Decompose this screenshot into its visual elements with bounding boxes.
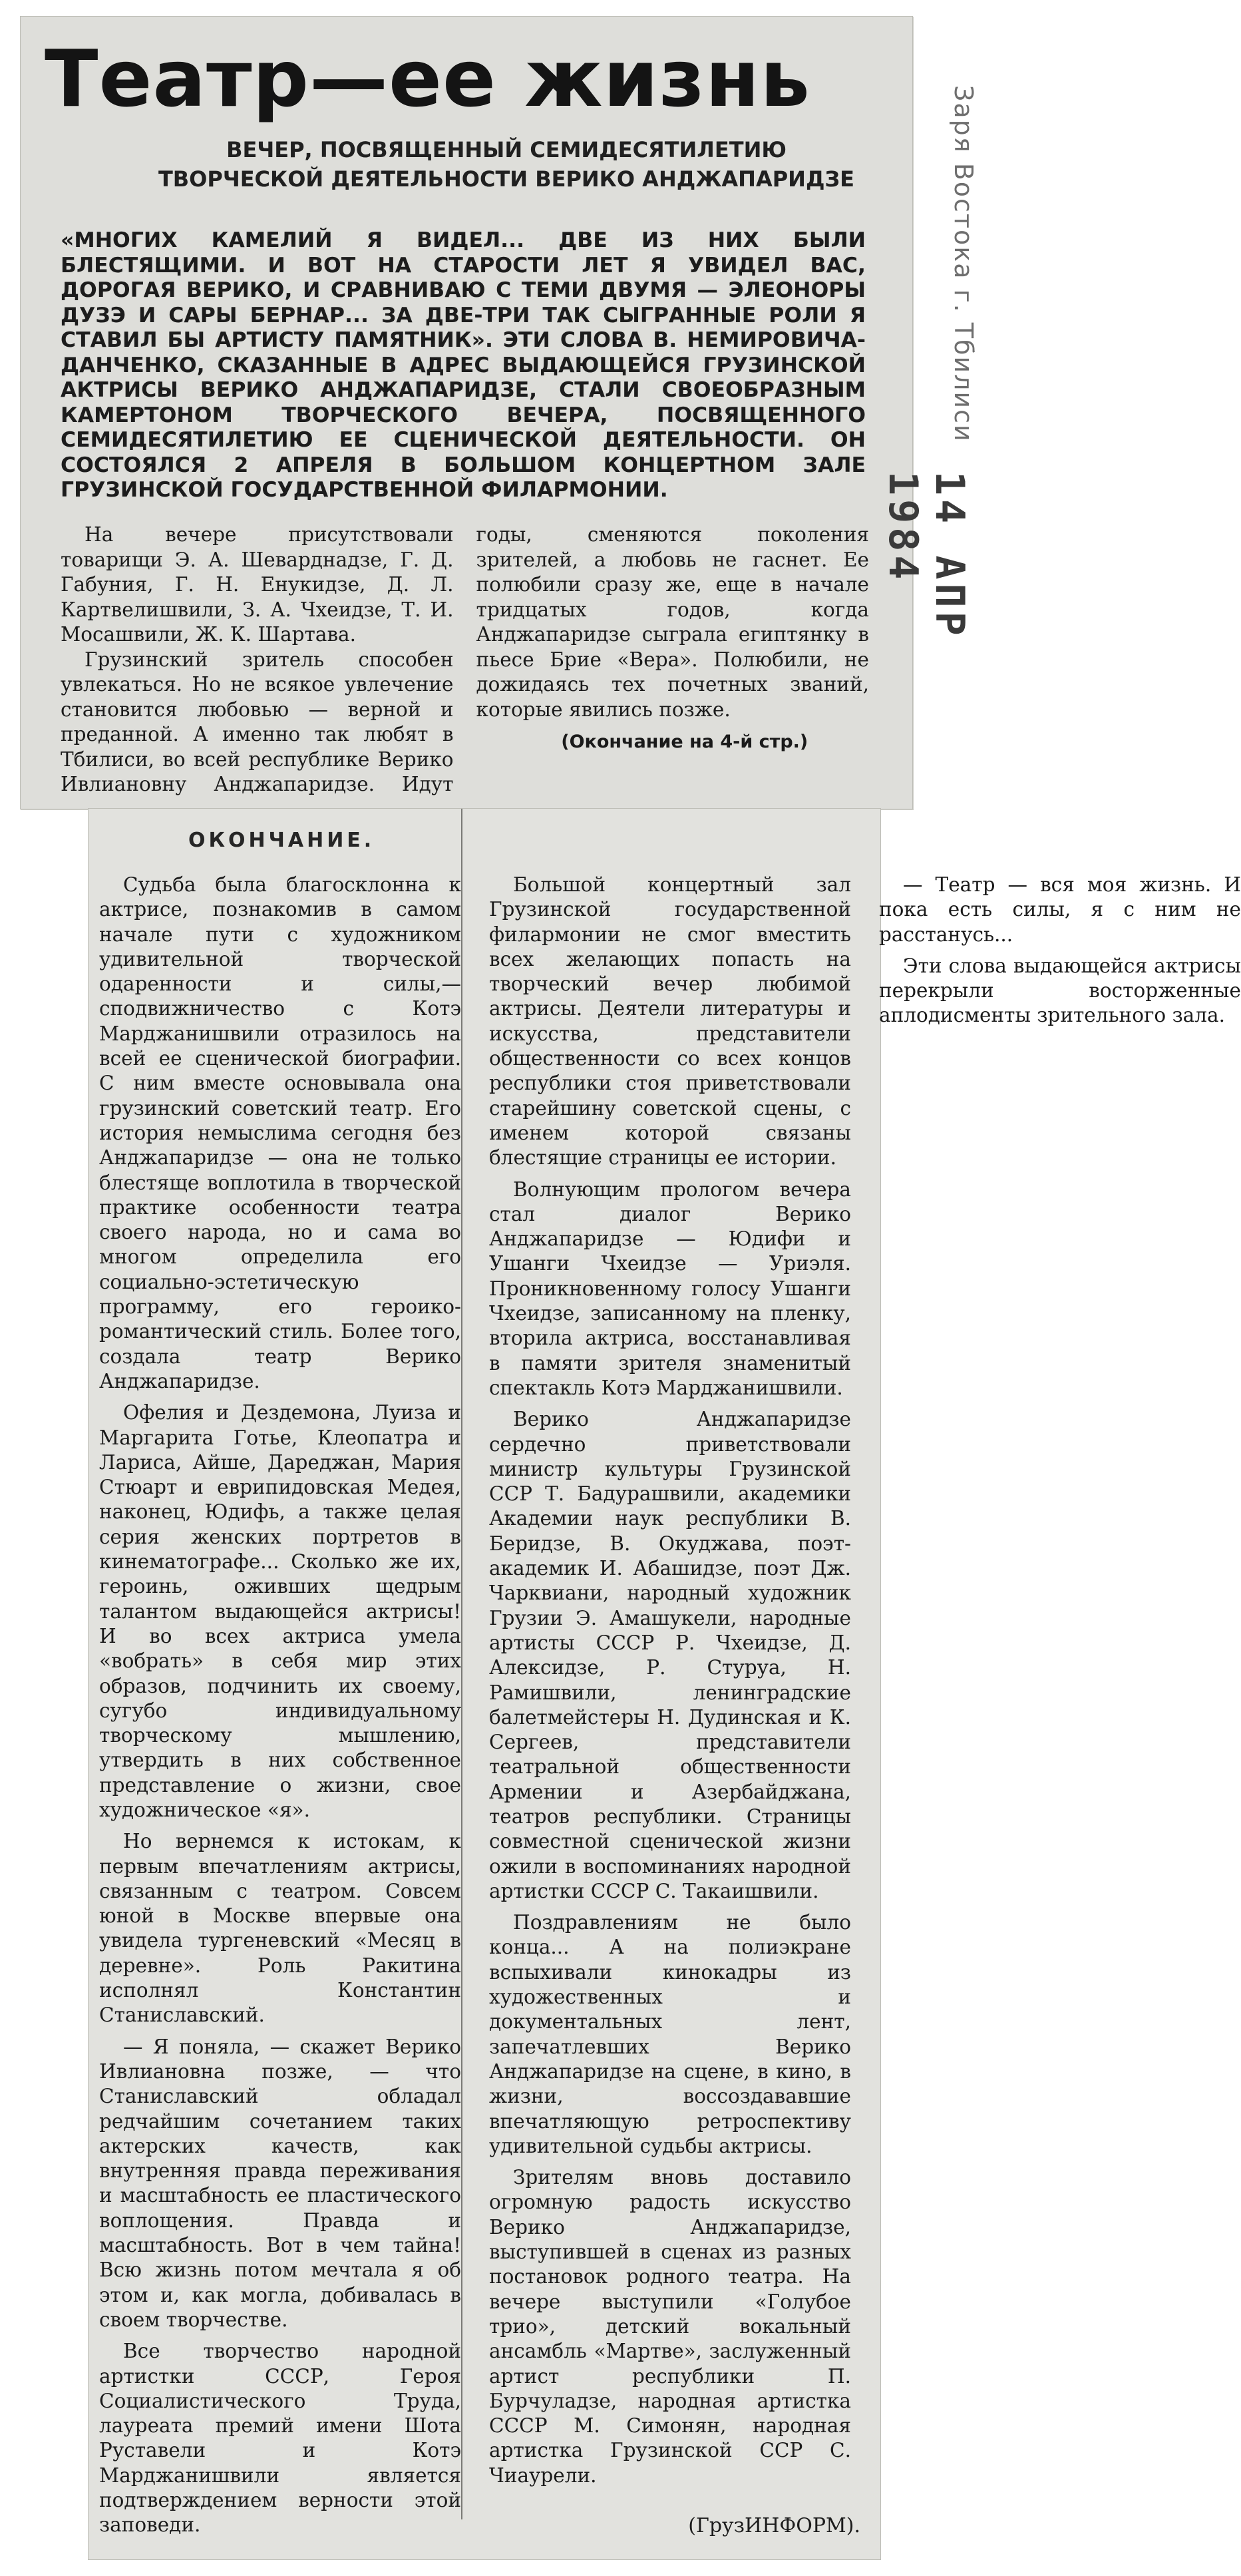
body-paragraph: Верико Анджапаридзе сердечно приветствовали министр культуры Грузинской ССР Т. Бадурашвили, академики Академии наук республики В. Беридзе, В. Окуджава, поэт-академик И. Абашидзе, поэт Дж. Чарквиани, народный художник Грузии Э. Амашукели, народные артисты СССР Р. Чхеидзе, Д. Алексидзе, Р. Стуруа, Н. Рамишвили, ленинградские балетмейстеры Н. Дудинская и К. Сергеев, представители театральной общественности Армении и Азербайджана, театров республики. Страницы совместной сценической жизни ожили в воспоминаниях народной артистки СССР С. Такаишвили. xyxy=(489,1408,851,1902)
article-clipping-continuation xyxy=(88,808,1241,2560)
body-paragraph: Офелия и Дездемона, Луиза и Маргарита Готье, Клеопатра и Лариса, Айше, Дареджан, Мария Стюарт и еврипидовская Медея, наконец, Юдифь, а также целая серия женских портретов в кинематографе... Сколько же их, героинь, оживших щедрым талантом выдающейся актрисы! И во всех актриса умела «вобрать» в себя мир этих образов, подчинить их своему, сугубо индивидуальному творческому мышлению, утвердить в них собственное представление о жизни, свое художническое «я». xyxy=(99,1401,461,1821)
top-body-columns xyxy=(61,523,869,802)
body-paragraph: Грузинский зритель способен увлекаться. Но не всякое увлечение становится любовью — верной и преданной. А именно так любят в Тбилиси, во всей республике Верико Ивлиановну Анджапаридзе. Идут годы, сменяются поколения зрителей, а любовь не гаснет. Ее полюбили сразу же, еще в начале тридцатых годов, когда Анджапаридзе сыграла египтянку в пьесе Брие «Вера». Полюбили, не дожидаясь тех почетных званий, которые явились позже. xyxy=(61,523,869,795)
body-paragraph: — Театр — вся моя жизнь. И пока есть силы, я с ним не расстанусь... xyxy=(879,873,1241,946)
subheadline: ВЕЧЕР, ПОСВЯЩЕННЫЙ СЕМИДЕСЯТИЛЕТИЮ ТВОРЧЕСКОЙ ДЕЯТЕЛЬНОСТИ ВЕРИКО АНДЖАПАРИДЗЕ xyxy=(158,137,855,192)
body-paragraph: На вечере присутствовали товарищи Э. А. Шеварднадзе, Г. Д. Габуния, Г. Н. Енукидзе, Д. Л. Картвелишвили, З. А. Чхеидзе, Т. И. Мосашвили, Ж. К. Шартава. xyxy=(61,523,454,646)
agency-signoff: (ГрузИНФОРМ). xyxy=(688,2514,860,2537)
section-title: ОКОНЧАНИЕ. xyxy=(188,829,375,852)
body-paragraph: Эти слова выдающейся актрисы перекрыли восторженные аплодисменты зрительного зала. xyxy=(879,954,1241,1027)
date-stamp: 14 АПР 1984 xyxy=(880,471,973,640)
headline: Театр—ее жизнь xyxy=(45,33,810,124)
source-label: Заря Востока г. Тбилиси xyxy=(949,85,978,443)
continuation-note: (Окончание на 4-й стр.) xyxy=(561,732,808,752)
body-paragraph: Большой концертный зал Грузинской государственной филармонии не смог вместить всех желающих попасть на творческий вечер любимой актрисы. Деятели литературы и искусства, представители общественности со всех концов республики стоя приветствовали старейшину советской сцены, с именем которой связаны блестящие страницы ее истории. xyxy=(489,873,851,1170)
continuation-body-columns xyxy=(99,873,1241,2543)
article-clipping-top xyxy=(20,16,913,809)
body-paragraph: — Я поняла, — скажет Верико Ивлиановна позже, — что Станиславский обладал редчайшим сочетанием таких актерских качеств, как внутренняя правда переживания и масштабность ее пластического воплощения. Правда и масштабность. Вот в чем тайна! Всю жизнь потом мечтала я об этом и, как могла, добивалась в своем творчестве. xyxy=(99,2035,461,2331)
body-paragraph: Волнующим прологом вечера стал диалог Верико Анджапаридзе — Юдифи и Ушанги Чхеидзе — Уриэля. Проникновенному голосу Ушанги Чхеидзе, записанному на пленку, вторила актриса, восстанавливая в памяти зрителя знаменитый спектакль Котэ Марджанишвили. xyxy=(489,1178,851,1399)
body-paragraph: Поздравлениям не было конца... А на полиэкране вспыхивали кинокадры из художественных и документальных лент, запечатлевших Верико Анджапаридзе на сцене, в кино, в жизни, воссоздававшие впечатляющую ретроспективу удивительной судьбы актрисы. xyxy=(489,1911,851,2157)
lede-paragraph: «МНОГИХ КАМЕЛИЙ Я ВИДЕЛ... ДВЕ ИЗ НИХ БЫЛИ БЛЕСТЯЩИМИ. И ВОТ НА СТАРОСТИ ЛЕТ Я УВИДЕЛ ВАС, ДОРОГАЯ ВЕРИКО, И СРАВНИВАЮ С ТЕМИ ДВУМЯ — ЭЛЕОНОРЫ ДУЗЭ И САРЫ БЕРНАР... ЗА ДВЕ-ТРИ ТАК СЫГРАННЫЕ РОЛИ Я СТАВИЛ БЫ АРТИСТУ ПАМЯТНИК». ЭТИ СЛОВА В. НЕМИРОВИЧА-ДАНЧЕНКО, СКАЗАННЫЕ В АДРЕС ВЫДАЮЩЕЙСЯ ГРУЗИНСКОЙ АКТРИСЫ ВЕРИКО АНДЖАПАРИДЗЕ, СТАЛИ СВОЕОБРАЗНЫМ КАМЕРТОНОМ ТВОРЧЕСКОГО ВЕЧЕРА, ПОСВЯЩЕННОГО СЕМИДЕСЯТИЛЕТИЮ ЕЕ СЦЕНИЧЕСКОЙ ДЕЯТЕЛЬНОСТИ. ОН СОСТОЯЛСЯ 2 АПРЕЛЯ В БОЛЬШОМ КОНЦЕРТНОМ ЗАЛЕ ГРУЗИНСКОЙ ГОСУДАРСТВЕННОЙ ФИЛАРМОНИИ. xyxy=(61,228,866,502)
body-paragraph: Но вернемся к истокам, к первым впечатлениям актрисы, связанным с театром. Совсем юной в Москве впервые она увидела тургеневский «Месяц в деревне». Роль Ракитина исполнял Константин Станиславский. xyxy=(99,1830,461,2027)
newspaper-page xyxy=(8,5,1241,2571)
body-paragraph: Судьба была благосклонна к актрисе, познакомив в самом начале пути с художником удивительной творческой одаренности и силы,—сподвижничество с Котэ Марджанишвили отразилось на всей ее сценической биографии. С ним вместе основывала она грузинский советский театр. Его история немыслима сегодня без Анджапаридзе — она не только блестяще воплотила в творческой практике особенности театра своего народа, но и сама во многом определила его социально-эстетическую программу, его героико-романтический стиль. Более того, создала театр Верико Анджапаридзе. xyxy=(99,873,461,1393)
body-paragraph: Все творчество народной артистки СССР, Героя Социалистического Труда, лауреата премий имени Шота Руставели и Котэ Марджанишвили является подтверждением верности этой заповеди. xyxy=(99,2340,461,2537)
body-paragraph: Зрителям вновь доставило огромную радость искусство Верико Анджапаридзе, выступившей в сценах из разных постановок родного театра. На вечере выступили «Голубое трио», детский вокальный ансамбль «Мартве», заслуженный артист республики П. Бурчуладзе, народная артистка СССР М. Симонян, народная артистка Грузинской ССР С. Чиаурели. xyxy=(489,2166,851,2487)
